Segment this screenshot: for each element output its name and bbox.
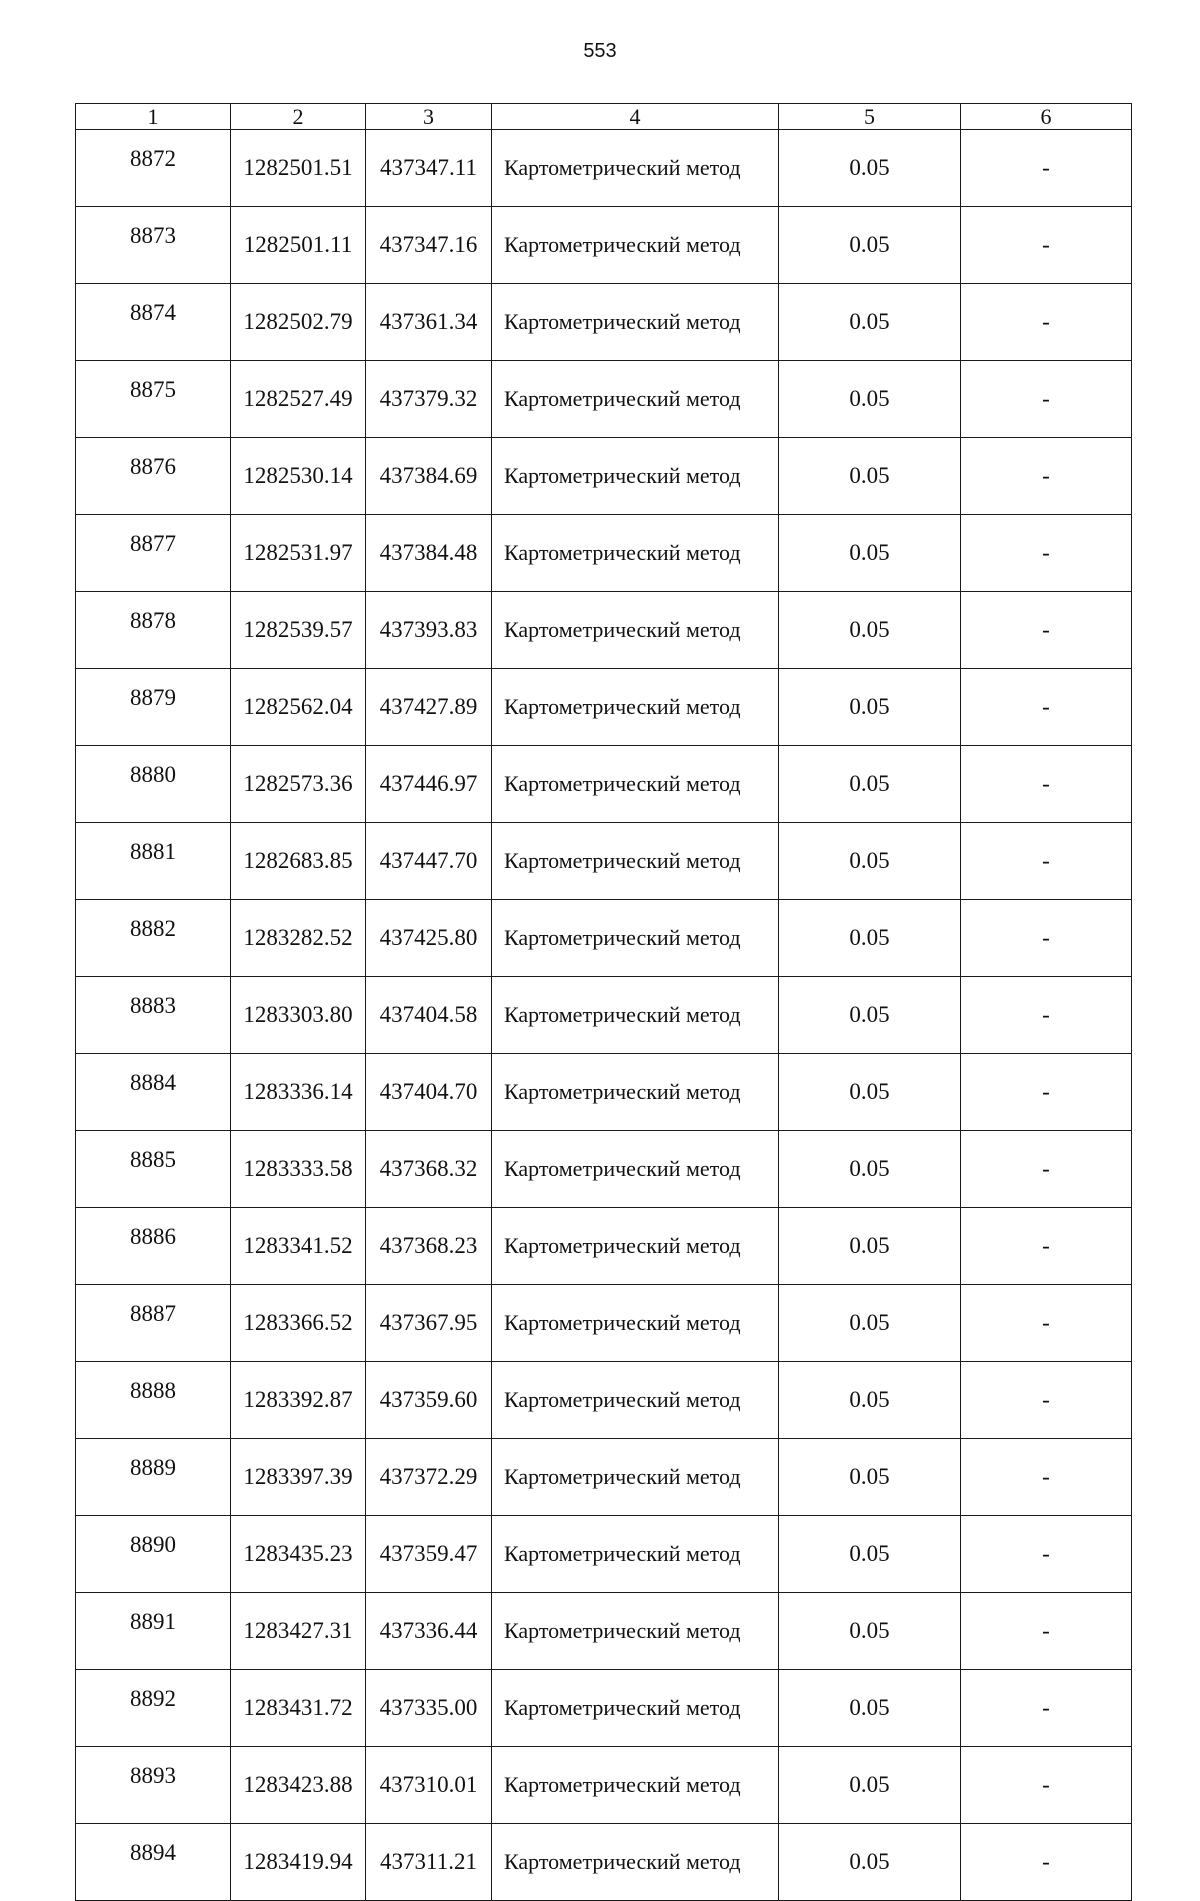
point-number-cell: 8888 (76, 1362, 231, 1439)
column-header-3: 3 (366, 104, 492, 130)
column-header-2: 2 (231, 104, 366, 130)
y-coordinate-cell: 437368.32 (366, 1131, 492, 1208)
accuracy-cell: 0.05 (779, 1285, 961, 1362)
accuracy-cell: 0.05 (779, 592, 961, 669)
accuracy-cell: 0.05 (779, 361, 961, 438)
note-cell: - (961, 1747, 1132, 1824)
accuracy-cell: 0.05 (779, 1516, 961, 1593)
x-coordinate-cell: 1283333.58 (231, 1131, 366, 1208)
column-header-5: 5 (779, 104, 961, 130)
accuracy-cell: 0.05 (779, 207, 961, 284)
accuracy-cell: 0.05 (779, 669, 961, 746)
table-row (76, 669, 1132, 746)
accuracy-cell: 0.05 (779, 823, 961, 900)
method-cell: Картометрический метод (492, 823, 779, 900)
method-cell: Картометрический метод (492, 1131, 779, 1208)
table-row (76, 1747, 1132, 1824)
x-coordinate-cell: 1283435.23 (231, 1516, 366, 1593)
table-row (76, 823, 1132, 900)
note-cell: - (961, 900, 1132, 977)
x-coordinate-cell: 1282501.11 (231, 207, 366, 284)
accuracy-cell: 0.05 (779, 515, 961, 592)
y-coordinate-cell: 437384.69 (366, 438, 492, 515)
note-cell: - (961, 746, 1132, 823)
table-row (76, 592, 1132, 669)
method-cell: Картометрический метод (492, 1054, 779, 1131)
note-cell: - (961, 207, 1132, 284)
x-coordinate-cell: 1282573.36 (231, 746, 366, 823)
x-coordinate-cell: 1283282.52 (231, 900, 366, 977)
point-number-cell: 8882 (76, 900, 231, 977)
method-cell: Картометрический метод (492, 1362, 779, 1439)
x-coordinate-cell: 1283336.14 (231, 1054, 366, 1131)
y-coordinate-cell: 437427.89 (366, 669, 492, 746)
accuracy-cell: 0.05 (779, 977, 961, 1054)
table-header-row (76, 104, 1132, 130)
note-cell: - (961, 284, 1132, 361)
note-cell: - (961, 1054, 1132, 1131)
note-cell: - (961, 1516, 1132, 1593)
point-number-cell: 8878 (76, 592, 231, 669)
y-coordinate-cell: 437393.83 (366, 592, 492, 669)
accuracy-cell: 0.05 (779, 284, 961, 361)
accuracy-cell: 0.05 (779, 1670, 961, 1747)
method-cell: Картометрический метод (492, 1670, 779, 1747)
method-cell: Картометрический метод (492, 284, 779, 361)
table-row (76, 746, 1132, 823)
y-coordinate-cell: 437384.48 (366, 515, 492, 592)
method-cell: Картометрический метод (492, 1747, 779, 1824)
method-cell: Картометрический метод (492, 1208, 779, 1285)
x-coordinate-cell: 1282562.04 (231, 669, 366, 746)
x-coordinate-cell: 1283423.88 (231, 1747, 366, 1824)
table-row (76, 438, 1132, 515)
method-cell: Картометрический метод (492, 746, 779, 823)
note-cell: - (961, 438, 1132, 515)
y-coordinate-cell: 437336.44 (366, 1593, 492, 1670)
y-coordinate-cell: 437367.95 (366, 1285, 492, 1362)
point-number-cell: 8887 (76, 1285, 231, 1362)
note-cell: - (961, 1208, 1132, 1285)
method-cell: Картометрический метод (492, 130, 779, 207)
x-coordinate-cell: 1282531.97 (231, 515, 366, 592)
y-coordinate-cell: 437425.80 (366, 900, 492, 977)
accuracy-cell: 0.05 (779, 1824, 961, 1901)
y-coordinate-cell: 437446.97 (366, 746, 492, 823)
table-row (76, 900, 1132, 977)
table-row (76, 1131, 1132, 1208)
point-number-cell: 8881 (76, 823, 231, 900)
table-row (76, 1285, 1132, 1362)
y-coordinate-cell: 437372.29 (366, 1439, 492, 1516)
note-cell: - (961, 1593, 1132, 1670)
x-coordinate-cell: 1282539.57 (231, 592, 366, 669)
x-coordinate-cell: 1282501.51 (231, 130, 366, 207)
table-row (76, 1054, 1132, 1131)
point-number-cell: 8892 (76, 1670, 231, 1747)
y-coordinate-cell: 437347.11 (366, 130, 492, 207)
method-cell: Картометрический метод (492, 977, 779, 1054)
x-coordinate-cell: 1283397.39 (231, 1439, 366, 1516)
note-cell: - (961, 1362, 1132, 1439)
x-coordinate-cell: 1282502.79 (231, 284, 366, 361)
y-coordinate-cell: 437447.70 (366, 823, 492, 900)
table-body (76, 104, 1132, 1901)
table-row (76, 1670, 1132, 1747)
table-row (76, 207, 1132, 284)
method-cell: Картометрический метод (492, 515, 779, 592)
point-number-cell: 8873 (76, 207, 231, 284)
table-row (76, 361, 1132, 438)
method-cell: Картометрический метод (492, 438, 779, 515)
x-coordinate-cell: 1283392.87 (231, 1362, 366, 1439)
point-number-cell: 8893 (76, 1747, 231, 1824)
table-row (76, 1439, 1132, 1516)
method-cell: Картометрический метод (492, 669, 779, 746)
y-coordinate-cell: 437359.47 (366, 1516, 492, 1593)
point-number-cell: 8884 (76, 1054, 231, 1131)
accuracy-cell: 0.05 (779, 1208, 961, 1285)
coordinates-table (75, 103, 1132, 1901)
table-row (76, 1362, 1132, 1439)
y-coordinate-cell: 437359.60 (366, 1362, 492, 1439)
y-coordinate-cell: 437361.34 (366, 284, 492, 361)
accuracy-cell: 0.05 (779, 438, 961, 515)
y-coordinate-cell: 437368.23 (366, 1208, 492, 1285)
point-number-cell: 8890 (76, 1516, 231, 1593)
y-coordinate-cell: 437347.16 (366, 207, 492, 284)
y-coordinate-cell: 437404.58 (366, 977, 492, 1054)
x-coordinate-cell: 1283303.80 (231, 977, 366, 1054)
x-coordinate-cell: 1283427.31 (231, 1593, 366, 1670)
point-number-cell: 8883 (76, 977, 231, 1054)
accuracy-cell: 0.05 (779, 746, 961, 823)
method-cell: Картометрический метод (492, 592, 779, 669)
y-coordinate-cell: 437311.21 (366, 1824, 492, 1901)
accuracy-cell: 0.05 (779, 1593, 961, 1670)
note-cell: - (961, 1824, 1132, 1901)
y-coordinate-cell: 437335.00 (366, 1670, 492, 1747)
column-header-1: 1 (76, 104, 231, 130)
note-cell: - (961, 1439, 1132, 1516)
point-number-cell: 8879 (76, 669, 231, 746)
method-cell: Картометрический метод (492, 900, 779, 977)
point-number-cell: 8876 (76, 438, 231, 515)
y-coordinate-cell: 437310.01 (366, 1747, 492, 1824)
method-cell: Картометрический метод (492, 207, 779, 284)
accuracy-cell: 0.05 (779, 1054, 961, 1131)
accuracy-cell: 0.05 (779, 1747, 961, 1824)
method-cell: Картометрический метод (492, 1593, 779, 1670)
accuracy-cell: 0.05 (779, 130, 961, 207)
note-cell: - (961, 977, 1132, 1054)
point-number-cell: 8874 (76, 284, 231, 361)
note-cell: - (961, 823, 1132, 900)
x-coordinate-cell: 1283419.94 (231, 1824, 366, 1901)
point-number-cell: 8886 (76, 1208, 231, 1285)
x-coordinate-cell: 1282527.49 (231, 361, 366, 438)
column-header-6: 6 (961, 104, 1132, 130)
note-cell: - (961, 515, 1132, 592)
x-coordinate-cell: 1282530.14 (231, 438, 366, 515)
point-number-cell: 8872 (76, 130, 231, 207)
x-coordinate-cell: 1283431.72 (231, 1670, 366, 1747)
point-number-cell: 8889 (76, 1439, 231, 1516)
x-coordinate-cell: 1283366.52 (231, 1285, 366, 1362)
note-cell: - (961, 361, 1132, 438)
table-row (76, 1593, 1132, 1670)
page-number: 553 (583, 40, 617, 62)
x-coordinate-cell: 1282683.85 (231, 823, 366, 900)
note-cell: - (961, 1131, 1132, 1208)
table-row (76, 284, 1132, 361)
table-row (76, 515, 1132, 592)
point-number-cell: 8891 (76, 1593, 231, 1670)
x-coordinate-cell: 1283341.52 (231, 1208, 366, 1285)
method-cell: Картометрический метод (492, 1824, 779, 1901)
method-cell: Картометрический метод (492, 1516, 779, 1593)
point-number-cell: 8875 (76, 361, 231, 438)
column-header-4: 4 (492, 104, 779, 130)
note-cell: - (961, 1285, 1132, 1362)
accuracy-cell: 0.05 (779, 900, 961, 977)
method-cell: Картометрический метод (492, 361, 779, 438)
point-number-cell: 8880 (76, 746, 231, 823)
accuracy-cell: 0.05 (779, 1131, 961, 1208)
table-row (76, 1516, 1132, 1593)
method-cell: Картометрический метод (492, 1439, 779, 1516)
note-cell: - (961, 669, 1132, 746)
accuracy-cell: 0.05 (779, 1362, 961, 1439)
table-row (76, 977, 1132, 1054)
point-number-cell: 8894 (76, 1824, 231, 1901)
table-row (76, 130, 1132, 207)
y-coordinate-cell: 437404.70 (366, 1054, 492, 1131)
table-row (76, 1208, 1132, 1285)
note-cell: - (961, 592, 1132, 669)
table-row (76, 1824, 1132, 1901)
y-coordinate-cell: 437379.32 (366, 361, 492, 438)
note-cell: - (961, 1670, 1132, 1747)
method-cell: Картометрический метод (492, 1285, 779, 1362)
point-number-cell: 8877 (76, 515, 231, 592)
accuracy-cell: 0.05 (779, 1439, 961, 1516)
point-number-cell: 8885 (76, 1131, 231, 1208)
note-cell: - (961, 130, 1132, 207)
